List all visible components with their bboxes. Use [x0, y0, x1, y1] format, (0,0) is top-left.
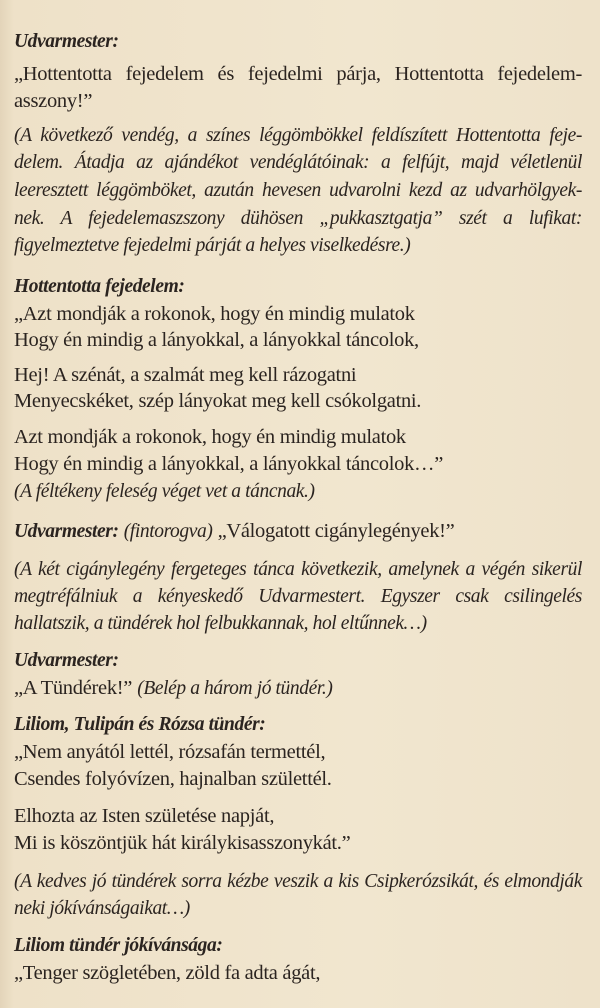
dialogue-line: asszony!” [14, 90, 93, 112]
dialogue-text: „Válogatott cigánylegények!” [217, 520, 455, 542]
stage-direction-line: nek. A fejedelemaszszony dühösen „pukkasztgatja” szét a lufikat: [14, 208, 582, 229]
stage-direction-line: (A következő vendég, a színes léggömbökkel feldíszített Hottentotta feje- [14, 125, 582, 146]
verse-line: Menyecskéket, szép lányokat meg kell csókolgatni. [14, 390, 422, 412]
verse-line: Hogy én mindig a lányokkal, a lányokkal táncolok, [14, 329, 419, 351]
speaker-label: Hottentotta fejedelem: [14, 276, 185, 297]
stage-direction-line: megtréfálniuk a kényeskedő Udvarmestert. Egyszer csak csilingelés [14, 586, 582, 607]
speaker-label: Udvarmester: [14, 650, 119, 671]
verse-line: „Tenger szögletében, zöld fa adta ágát, [14, 962, 321, 984]
dialogue-line: „Hottentotta fejedelem és fejedelmi párja, Hottentotta fejedelem- [14, 63, 582, 85]
stage-direction-line: neki jókívánságaikat…) [14, 898, 190, 919]
stage-direction-line: figyelmeztetve fejedelmi párját a helyes viselkedésre.) [14, 235, 411, 256]
verse-line: „Nem anyától lettél, rózsafán termettél, [14, 741, 326, 763]
dialogue-text: „A Tündérek!” [14, 677, 133, 699]
speaker-label: Liliom tündér jókívánsága: [14, 935, 223, 956]
verse-line: Mi is köszöntjük hát királykisasszonykát.” [14, 832, 351, 854]
verse-line: Azt mondják a rokonok, hogy én mindig mulatok [14, 426, 406, 448]
stage-direction: (Belép a három jó tündér.) [137, 678, 333, 699]
speaker-label: Liliom, Tulipán és Rózsa tündér: [14, 714, 266, 735]
verse-line: Csendes folyóvízen, hajnalban születtél. [14, 768, 332, 790]
speaker-label: Udvarmester: [14, 521, 119, 542]
stage-direction: (fintorogva) [123, 521, 213, 542]
dialogue-line [14, 518, 454, 545]
verse-line: Hej! A szénát, a szalmát meg kell rázogatni [14, 364, 357, 386]
verse-line: Hogy én mindig a lányokkal, a lányokkal táncolok…” [14, 453, 444, 475]
verse-line: Elhozta az Isten születése napját, [14, 805, 275, 827]
speaker-label: Udvarmester: [14, 31, 119, 52]
stage-direction-line: (A kedves jó tündérek sorra kézbe veszik a kis Csipkerózsikát, és elmondják [14, 871, 582, 892]
stage-direction-line: (A két cigánylegény fergeteges tánca következik, amelynek a végén sikerül [14, 559, 582, 580]
stage-direction-line: (A féltékeny feleség véget vet a táncnak.) [14, 481, 315, 502]
verse-line: „Azt mondják a rokonok, hogy én mindig mulatok [14, 303, 415, 325]
stage-direction-line: hallatszik, a tündérek hol felbukkannak, hol eltűnnek…) [14, 613, 427, 634]
dialogue-line [14, 675, 332, 702]
stage-direction-line: leeresztett léggömböket, azután hevesen udvarolni kezd az udvarhölgyek- [14, 180, 582, 201]
stage-direction-line: delem. Átadja az ajándékot vendéglátóinak: a felfújt, majd véletlenül [14, 152, 582, 173]
